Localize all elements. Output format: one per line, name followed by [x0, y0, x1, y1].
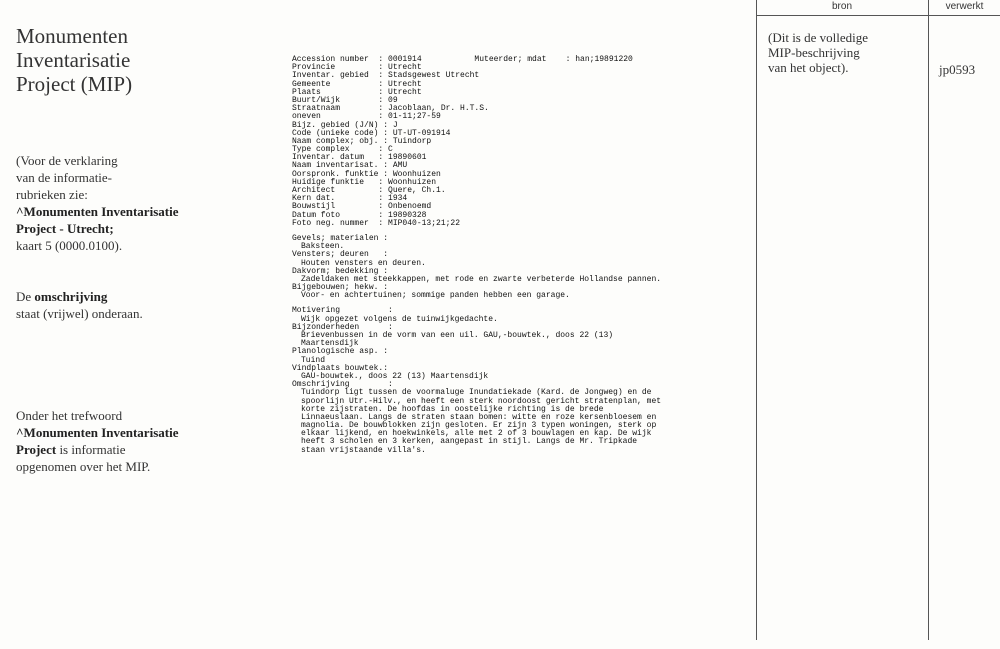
record-field-row: Bijz. gebied (J/N) : J	[292, 120, 398, 130]
record-field-row: Huidige funktie : Woonhuizen	[292, 177, 437, 187]
page-title	[16, 24, 132, 96]
record-block-materials	[292, 235, 661, 301]
record-field-row: Oorspronk. funktie : Woonhuizen	[292, 169, 441, 179]
title-line-2: Inventarisatie	[16, 48, 131, 72]
record-field-row: Kern dat. : 1934	[292, 194, 408, 204]
title-line-3: Project (MIP)	[16, 72, 133, 96]
record-field-row: Type complex : C	[292, 145, 393, 155]
record-value: Zadeldaken met steekkappen, met rode en zwarte verbeterde Hollandse pannen.	[301, 274, 662, 284]
record-field-row: Foto neg. nummer : MIP040-13;21;22	[292, 218, 461, 228]
note2-bold: omschrijving	[34, 289, 108, 304]
record-field-row: Accession number : 0001914 Muteerder; mdat : han;19891220	[292, 55, 633, 64]
record-label: Bijzonderheden :	[292, 322, 393, 332]
record-value-line: elkaar lijkend, en hoekwinkels, alle met 2 of 3 bouwlagen en kap. De wijk	[301, 429, 652, 439]
record-value-line: Wijk opgezet volgens de tuinwijkgedachte.	[301, 314, 498, 324]
record-card	[292, 56, 661, 455]
note1-bold-1[interactable]: ^Monumenten Inventarisatie	[16, 204, 179, 219]
note2-pre: De	[16, 289, 35, 304]
record-field-row: Architect : Quere, Ch.1.	[292, 186, 446, 195]
record-field-row: Straatnaam : Jacoblaan, Dr. H.T.S.	[292, 104, 489, 114]
column-header-verwerkt: verwerkt	[945, 1, 984, 12]
note3-line-1: Onder het trefwoord	[16, 408, 123, 423]
note1-line-2: van de informatie-	[16, 170, 113, 185]
note3-line-4: opgenomen over het MIP.	[16, 459, 151, 474]
record-field-row: Inventar. datum : 19890601	[292, 153, 427, 163]
title-line-1: Monumenten	[16, 24, 128, 48]
column-header-bron: bron	[831, 1, 852, 12]
column-divider-verwerkt	[928, 0, 929, 640]
record-label: Bijgebouwen; hekw. :	[292, 283, 389, 293]
record-field-row: Provincie : Utrecht	[292, 63, 422, 73]
record-field-row: Code (unieke code) : UT-UT-091914	[292, 128, 451, 138]
record-value-line: Maartensdijk	[301, 339, 359, 349]
record-field-row: Datum foto : 19890328	[292, 210, 427, 220]
record-label: Vensters; deuren :	[292, 250, 389, 260]
record-field-row: oneven : 01-11;27-59	[292, 112, 441, 122]
column-divider-main	[756, 0, 757, 640]
keyword-note	[16, 407, 178, 475]
record-field-row: Naam inventarisat. : AMU	[292, 161, 408, 171]
record-value: Baksteen.	[301, 242, 345, 252]
record-field-row: Plaats : Utrecht	[292, 87, 422, 97]
note2-line-2: staat (vrijwel) onderaan.	[16, 306, 143, 321]
record-value-line: heeft 3 scholen en 3 kerken, aangepast in stijl. Langs de Mr. Tripkade	[301, 437, 638, 447]
header-rule	[756, 15, 1000, 16]
record-field-row: Naam complex; obj. : Tuindorp	[292, 136, 432, 146]
explanation-note	[16, 152, 178, 254]
record-label: Vindplaats bouwtek.:	[292, 363, 389, 373]
record-value-line: Tuindorp ligt tussen de voormaluge Inundatiekade (Kard. de Jongweg) en de	[301, 388, 652, 398]
record-value: Voor- en achtertuinen; sommige panden hebben een garage.	[301, 291, 570, 301]
record-value-line: staan vrijstaande villa's.	[301, 445, 426, 455]
note3-bold-1[interactable]: ^Monumenten Inventarisatie	[16, 425, 179, 440]
record-value-line: Linnaeuslaan. Langs de straten staan bomen: witte en roze kersenbloesem en	[301, 412, 657, 422]
bron-line-1: (Dit is de volledige	[768, 30, 869, 45]
record-value-line: Brievenbussen in de vorm van een uil. GAU,-bouwtek., doos 22 (13)	[301, 331, 614, 340]
bron-line-2: MIP-beschrijving	[768, 45, 860, 60]
record-label: Omschrijving :	[292, 380, 393, 390]
record-value-line: GAU-bouwtek., doos 22 (13) Maartensdijk	[301, 371, 489, 381]
record-fields	[292, 56, 661, 228]
record-label: Motivering :	[292, 306, 393, 316]
record-label: Planologische asp. :	[292, 347, 389, 357]
record-field-row: Buurt/Wijk : 09	[292, 95, 398, 105]
record-field-row: Bouwstijl : Onbenoemd	[292, 202, 432, 212]
bron-line-3: van het object).	[768, 60, 849, 75]
note3-line-3-rest: is informatie	[56, 442, 126, 457]
record-value-line: Tuind	[301, 355, 326, 365]
note1-tail: kaart 5 (0000.0100).	[16, 238, 123, 253]
note1-line-3: rubrieken zie:	[16, 187, 88, 202]
record-label: Gevels; materialen :	[292, 233, 389, 243]
record-label: Dakvorm; bedekking :	[292, 266, 389, 276]
record-field-row: Inventar. gebied : Stadsgewest Utrecht	[292, 71, 480, 81]
verwerkt-code: jp0593	[939, 62, 976, 77]
record-value: Houten vensters en deuren.	[301, 258, 426, 268]
record-value-line: korte zijstraten. De hoofdas in oostelijke richting is de brede	[301, 404, 604, 414]
note3-bold-2[interactable]: Project	[16, 442, 57, 457]
description-note	[16, 288, 143, 322]
record-value-line: spoorlijn Utr.-Hilv., en heeft een sterk noordoost gericht stratenplan, met	[301, 396, 662, 406]
note1-bold-2[interactable]: Project - Utrecht;	[16, 221, 114, 236]
note1-line-1: (Voor de verklaring	[16, 153, 118, 168]
record-value-line: magnolia. De bouwblokken zijn gesloten. Er zijn 3 typen woningen, sterk op	[301, 421, 657, 431]
record-block-description	[292, 307, 661, 454]
bron-note	[768, 30, 868, 75]
record-field-row: Gemeente : Utrecht	[292, 79, 422, 89]
